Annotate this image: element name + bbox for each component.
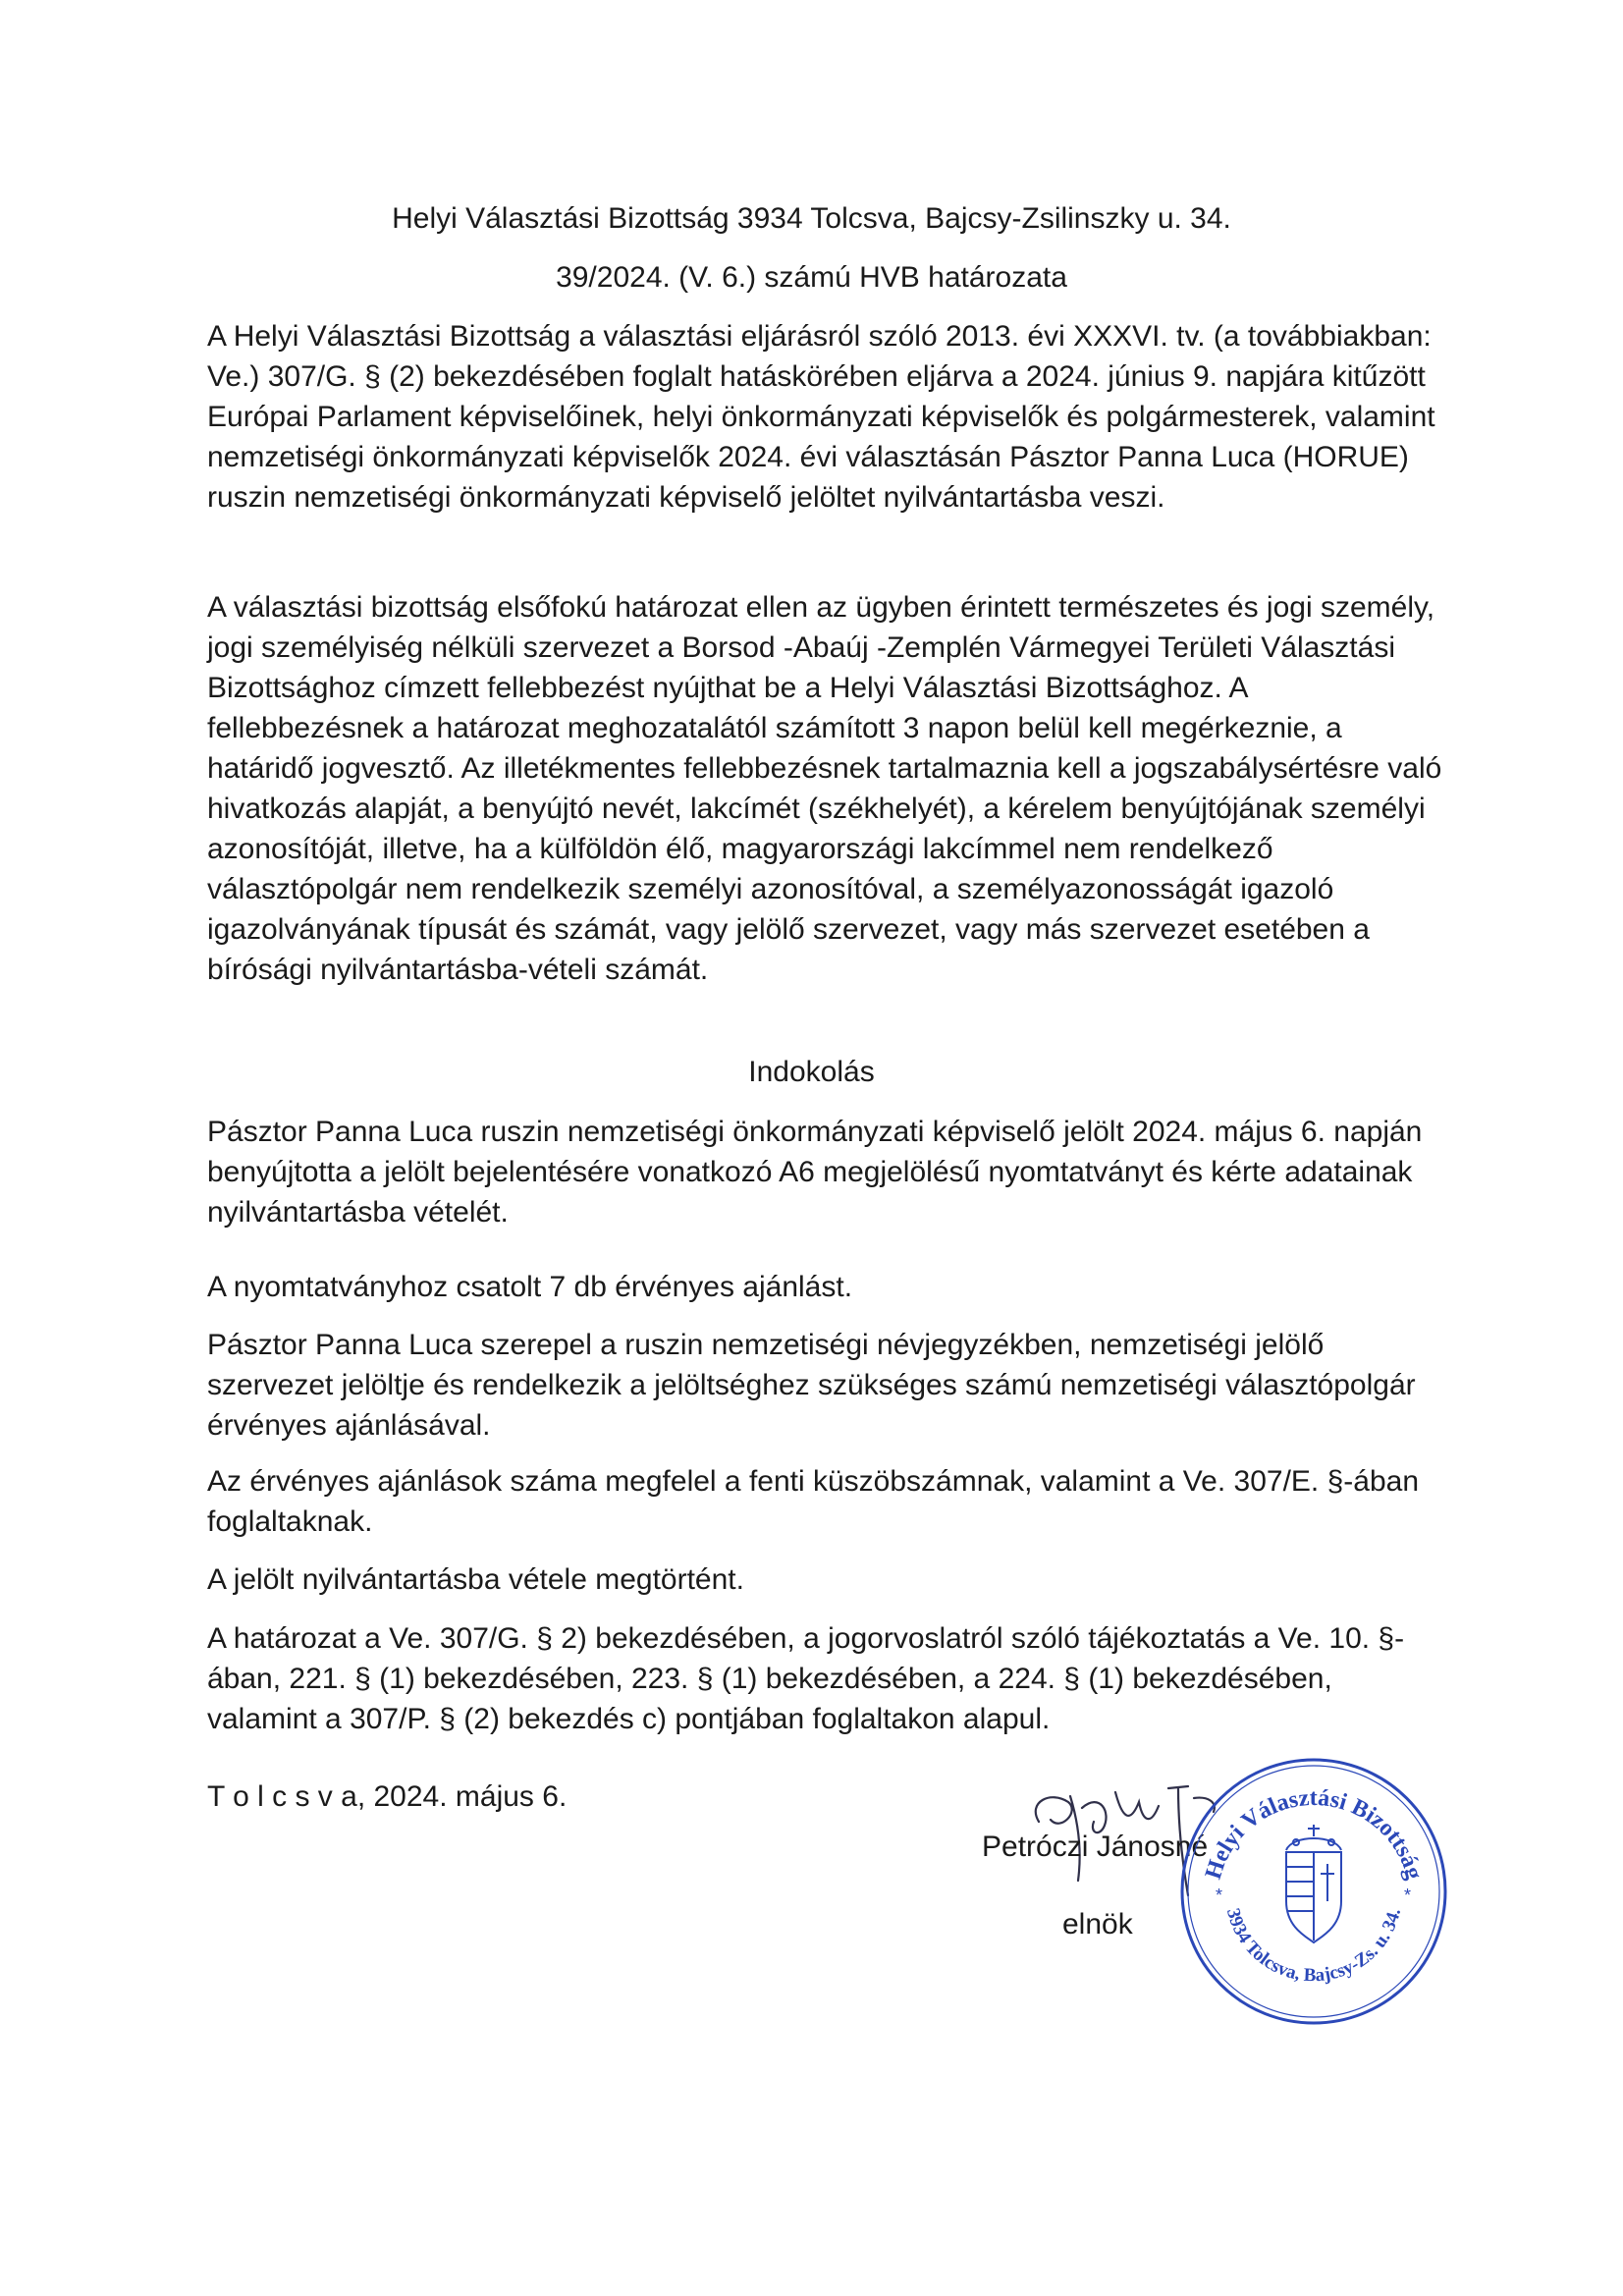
reasoning-text-4: Az érvényes ajánlások száma megfelel a fenti küszöbszámnak, valamint a Ve. 307/E. §-ában foglaltaknak. — [207, 1465, 1419, 1538]
decision-paragraph — [207, 316, 1444, 518]
signatory-name: Petróczi Jánosné — [982, 1831, 1209, 1863]
stamp-star-icon: * — [1216, 1886, 1223, 1905]
reasoning-text-6: A határozat a Ve. 307/G. § 2) bekezdésében, a jogorvoslatról szóló tájékoztatás a Ve. 10. §-ában, 221. § (1) bekezdésében, 223. § (1) bekezdésében, a 224. § (1) bekezdésében, valamint a 307/P. § (2) bekezdés c) pontjában foglaltakon alapul. — [207, 1622, 1405, 1735]
reasoning-paragraph — [207, 1267, 1444, 1307]
committee-address: Helyi Választási Bizottság 3934 Tolcsva, Bajcsy-Zsilinszky u. 34. — [392, 202, 1231, 235]
coat-of-arms-icon — [1286, 1825, 1341, 1942]
reasoning-text-2: A nyomtatványhoz csatolt 7 db érvényes ajánlást. — [207, 1271, 853, 1303]
appeal-paragraph — [207, 587, 1444, 990]
decision-title: 39/2024. (V. 6.) számú HVB határozata — [556, 261, 1067, 294]
place-date: T o l c s v a, 2024. május 6. — [207, 1780, 568, 1813]
stamp-text-bottom: 3934 Tolcsva, Bajcsy-Zs. u. 34. — [1221, 1906, 1406, 1987]
reasoning-paragraph — [207, 1325, 1444, 1446]
reasoning-paragraph — [207, 1559, 1444, 1600]
reasoning-text-3: Pásztor Panna Luca szerepel a ruszin nemzetiségi névjegyzékben, nemzetiségi jelölő szervezet jelöltje és rendelkezik a jelöltséghez szükséges számú nemzetiségi választópolgár érvényes ajánlásával. — [207, 1329, 1416, 1442]
stamp-star-icon: * — [1404, 1886, 1412, 1905]
operative-text: A Helyi Választási Bizottság a választási eljárásról szóló 2013. évi XXXVI. tv. (a továbbiakban: Ve.) 307/G. § (2) bekezdésében foglalt hatáskörében eljárva a 2024. június 9. napjára kitűzött Európai Parlament képviselőinek, helyi önkormányzati képviselők és polgármesterek, valamint nemzetiségi önkormányzati képviselők 2024. évi választásán Pásztor Panna Luca (HORUE) ruszin nemzetiségi önkormányzati képviselő jelöltet nyilvántartásba veszi. — [207, 320, 1435, 514]
appeal-text: A választási bizottság elsőfokú határozat ellen az ügyben érintett természetes és jogi személy, jogi személyiség nélküli szervezet a Borsod -Abaúj -Zemplén Vármegyei Területi Választási Bizottsághoz címzett fellebbezést nyújthat be a Helyi Választási Bizottsághoz. A fellebbezésnek a határozat meghozatalától számított 3 napon belül kell megérkeznie, a határidő jogvesztő. Az illetékmentes fellebbezésnek tartalmaznia kell a jogszabálysértésre való hivatkozás alapját, a benyújtó nevét, lakcímét (székhelyét), a kérelem benyújtójának személyi azonosítóját, illetve, ha a külföldön élő, magyarországi lakcímmel nem rendelkező választópolgár nem rendelkezik személyi azonosítóval, a személyazonosságát igazoló igazolványának típusát és számát, vagy jelölő szervezet, vagy más szervezet esetében a bírósági nyilvántartásba-vételi számát. — [207, 591, 1442, 986]
official-stamp — [1176, 1754, 1451, 2029]
reasoning-paragraph — [207, 1461, 1444, 1542]
reasoning-heading: Indokolás — [748, 1056, 875, 1088]
reasoning-paragraph — [207, 1112, 1444, 1232]
reasoning-text-5: A jelölt nyilvántartásba vétele megtörtént. — [207, 1563, 744, 1596]
reasoning-text-1: Pásztor Panna Luca ruszin nemzetiségi önkormányzati képviselő jelölt 2024. május 6. napján benyújtotta a jelölt bejelentésére vonatkozó A6 megjelölésű nyomtatványt és kérte adatainak nyilvántartásba vételét. — [207, 1116, 1423, 1229]
stamp-text-top: Helyi Választási Bizottság — [1200, 1784, 1428, 1883]
reasoning-paragraph — [207, 1618, 1444, 1739]
signatory-title: elnök — [1062, 1908, 1133, 1941]
